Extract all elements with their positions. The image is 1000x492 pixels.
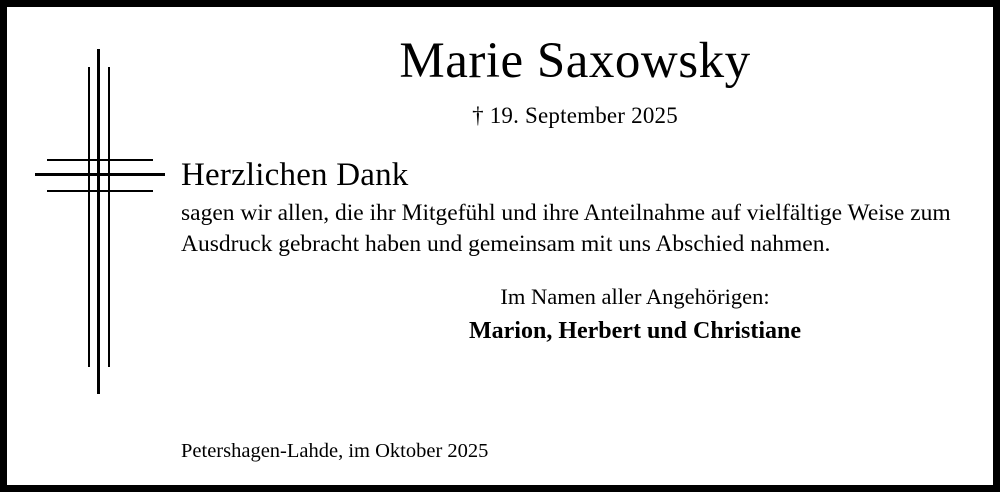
deceased-name: Marie Saxowsky [399, 33, 751, 89]
thanks-body-text: sagen wir allen, die ihr Mitgefühl und ihre Anteilnahme auf vielfältige Weise zum Ausdruck gebracht haben und gemeinsam mit uns Abschied nahmen. [181, 199, 951, 257]
place-and-date: Petershagen-Lahde, im Oktober 2025 [181, 440, 489, 462]
cross-horizontal-bottom-line [47, 190, 153, 192]
cross-horizontal-main-line [35, 173, 165, 176]
christian-cross-icon [35, 49, 165, 399]
on-behalf-label: Im Namen aller Angehörigen: [500, 284, 770, 310]
obituary-inner [7, 7, 993, 485]
cross-horizontal-top-line [47, 159, 153, 161]
thanks-heading: Herzlichen Dank [181, 156, 409, 193]
obituary-content [175, 7, 975, 485]
family-names: Marion, Herbert und Christiane [469, 318, 801, 345]
cross-vertical-right-line [108, 67, 110, 367]
cross-vertical-main-line [97, 49, 100, 394]
death-date: † 19. September 2025 [472, 102, 678, 128]
cross-vertical-left-line [88, 67, 90, 367]
